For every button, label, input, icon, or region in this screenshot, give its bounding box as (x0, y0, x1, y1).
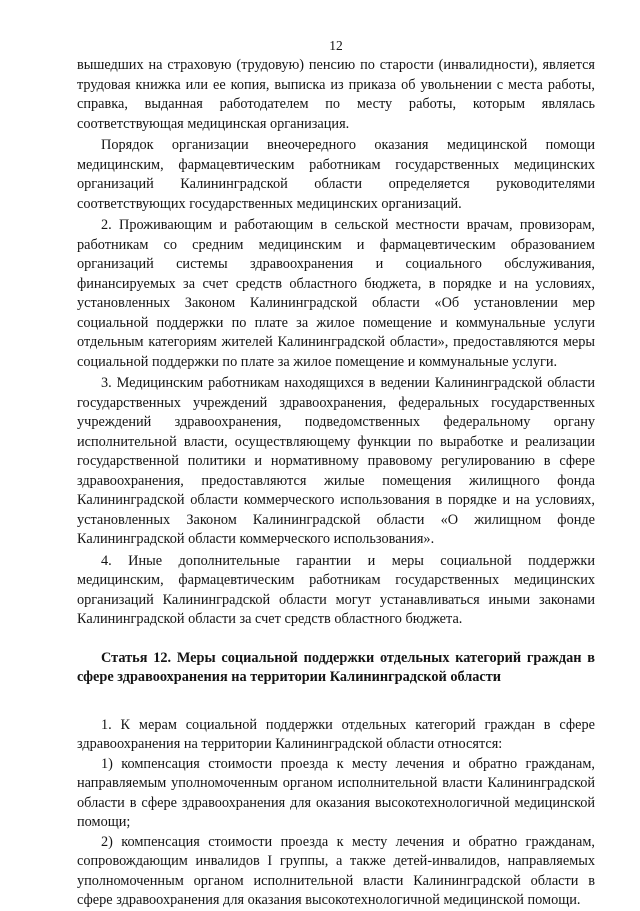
paragraph-item-2: 2. Проживающим и работающим в сельской местности врачам, провизорам, работникам со средним медицинским и фармацевтическим образованием организаций системы здравоохранения и социального обслуживания, финансируемых за счет средств областного бюджета, в порядке и на условиях, установленных Законом Калининградской области «Об установлении мер социальной поддержки по плате за жилое помещение и коммунальные услуги отдельным категориям жителей Калининградской области», предоставляются меры социальной поддержки по плате за жилое помещение и коммунальные услуги. (77, 217, 595, 370)
paragraph-subitem-1: 1) компенсация стоимости проезда к месту лечения и обратно гражданам, направляемым уполномоченным органом исполнительной власти Калининградской области в сфере здравоохранения для оказания высокотехнологичной медицинской помощи; (77, 755, 595, 830)
paragraph-procedure: Порядок организации внеочередного оказания медицинской помощи медицинским, фармацевтическим работникам государственных медицинских организаций Калининградской области определяется руководителями соответствующих государственных медицинских организаций. (77, 137, 595, 212)
paragraph-continuation: вышедших на страховую (трудовую) пенсию по старости (инвалидности), является трудовая книжка или ее копия, выписка из приказа об увольнении с места работы, справка, выданная работодателем по месту работы, которым являлась соответствующая медицинская организация. (77, 57, 595, 132)
paragraph-item-3: 3. Медицинским работникам находящихся в ведении Калининградской области государственных учреждений здравоохранения, федеральных государственных учреждений здравоохранения, подведомственных федеральному органу исполнительной власти, осуществляющему функции по выработке и реализации государственной политики и нормативному правовому регулированию в сфере здравоохранения, предоставляются жилые помещения жилищного фонда Калининградской области коммерческого использования в порядке и на условиях, установленных Законом Калининградской области «О жилищном фонде Калининградской области коммерческого использования». (77, 375, 595, 547)
paragraph-item-4: 4. Иные дополнительные гарантии и меры социальной поддержки медицинским, фармацевтическим работникам государственных медицинских организаций Калининградской области могут устанавливаться иными законами Калининградской области за счет средств областного бюджета. (77, 552, 595, 627)
paragraph-subitem-2: 2) компенсация стоимости проезда к месту лечения и обратно гражданам, сопровождающим инвалидов I группы, а также детей-инвалидов, направляемых уполномоченным органом исполнительной власти Калининградской области в сфере здравоохранения для оказания высокотехнологичной медицинской помощи. (77, 833, 595, 908)
page-number: 12 (329, 38, 343, 53)
article-heading: Статья 12. Меры социальной поддержки отдельных категорий граждан в сфере здравоохранения на территории Калининградской области (77, 649, 595, 685)
paragraph-article-item-1: 1. К мерам социальной поддержки отдельных категорий граждан в сфере здравоохранения на территории Калининградской области относятся: (77, 716, 595, 752)
